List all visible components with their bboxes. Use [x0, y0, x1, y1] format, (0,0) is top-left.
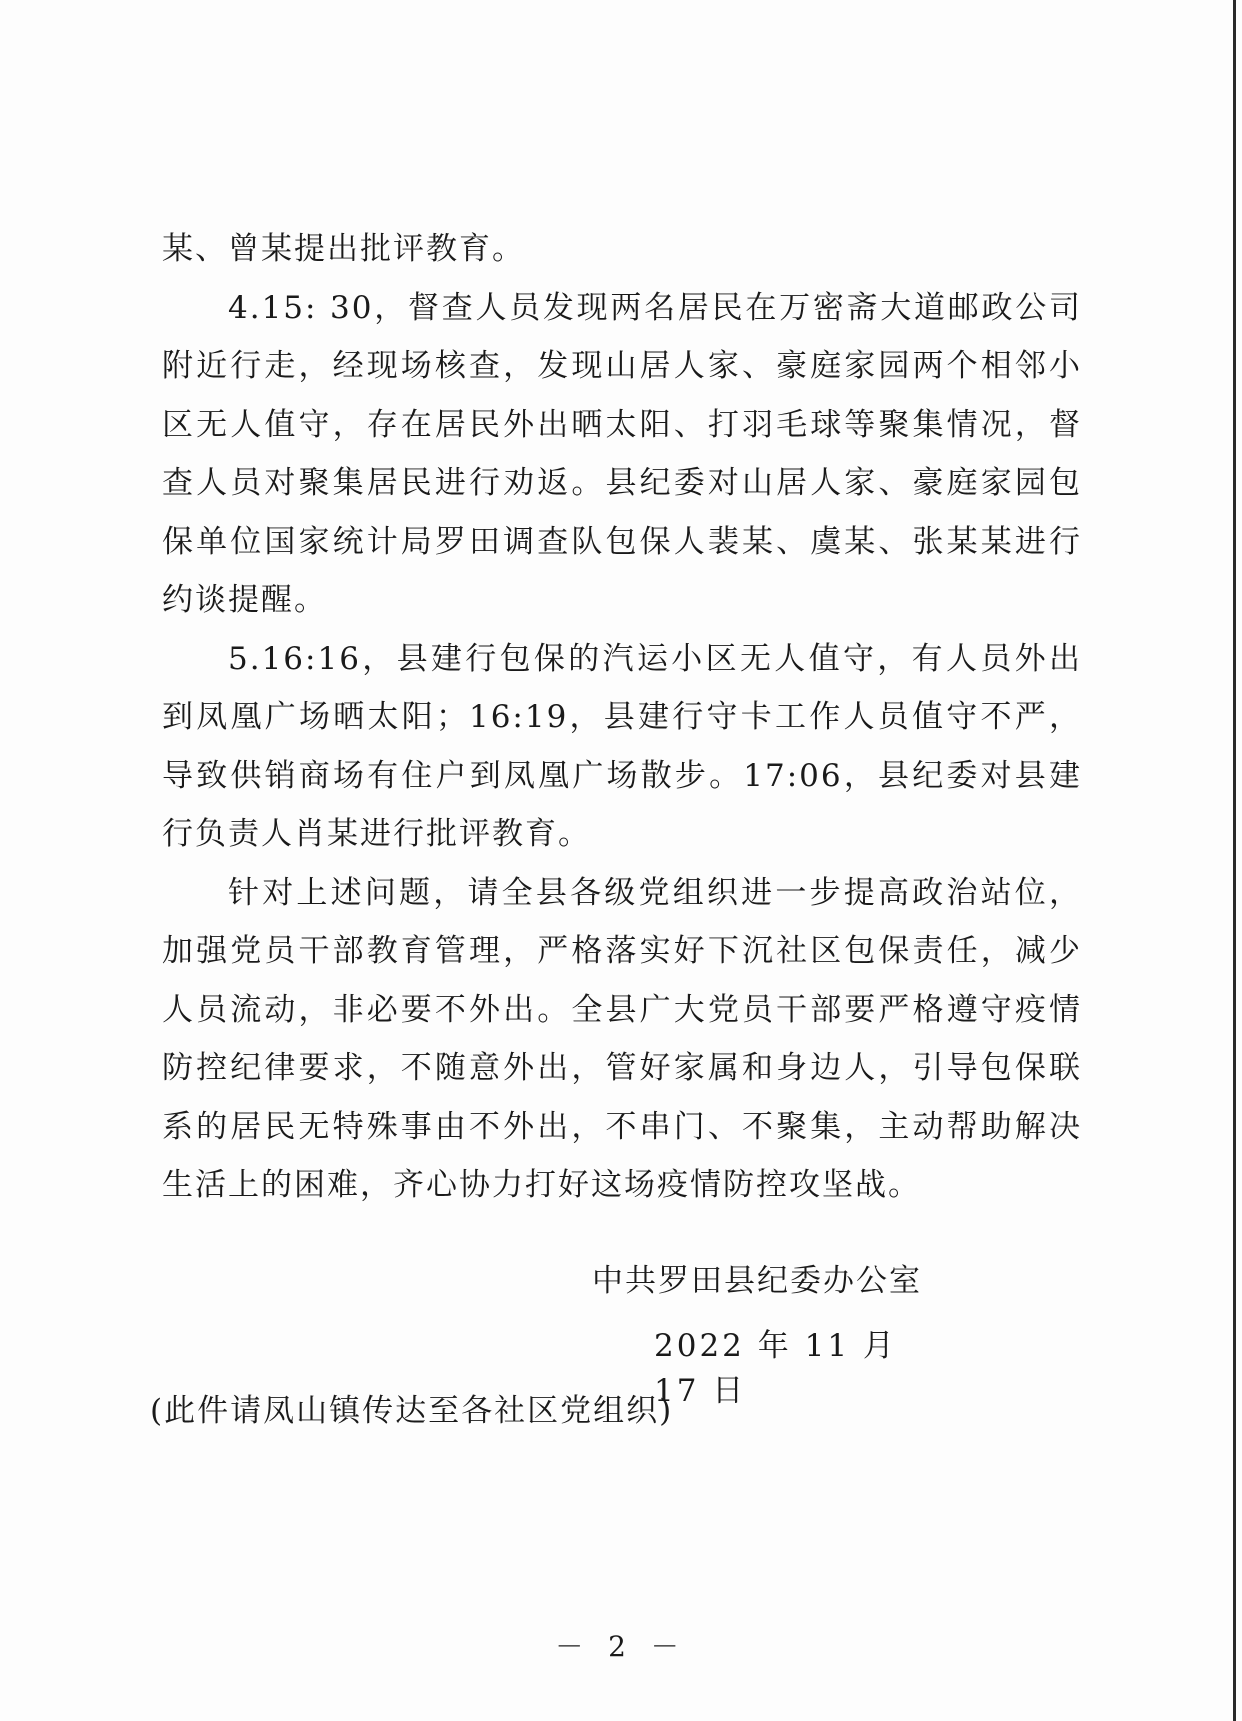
page-number: － 2 －	[555, 1630, 687, 1663]
issuing-organization: 中共罗田县纪委办公室	[592, 1263, 922, 1299]
scan-edge-border	[1233, 0, 1236, 1721]
document-body	[162, 220, 1082, 1215]
paragraph-conclusion: 针对上述问题，请全县各级党组织进一步提高政治站位，加强党员干部教育管理，严格落实好下沉社区包保责任，减少人员流动，非必要不外出。全县广大党员干部要严格遵守疫情防控纪律要求，不随意外出，管好家属和身边人，引导包保联系的居民无特殊事由不外出，不串门、不聚集，主动帮助解决生活上的困难，齐心协力打好这场疫情防控攻坚战。	[162, 874, 1082, 1203]
paragraph-item-5: 5.16:16，县建行包保的汽运小区无人值守，有人员外出到凤凰广场晒太阳；16:19，县建行守卡工作人员值守不严，导致供销商场有住户到凤凰广场散步。17:06，县纪委对县建行负责人肖某进行批评教育。	[162, 640, 1082, 852]
paragraph-continuation: 某、曾某提出批评教育。	[162, 231, 525, 267]
distribution-note: (此件请凤山镇传达至各社区党组织)	[150, 1393, 674, 1429]
issue-date: 2022 年 11 月 17 日	[654, 1328, 897, 1409]
paragraph-item-4: 4.15: 30，督查人员发现两名居民在万密斋大道邮政公司附近行走，经现场核查，发现山居人家、豪庭家园两个相邻小区无人值守，存在居民外出晒太阳、打羽毛球等聚集情况，督查人员对聚集居民进行劝返。县纪委对山居人家、豪庭家园包保单位国家统计局罗田调查队包保人裴某、虞某、张某某进行约谈提醒。	[162, 289, 1082, 618]
